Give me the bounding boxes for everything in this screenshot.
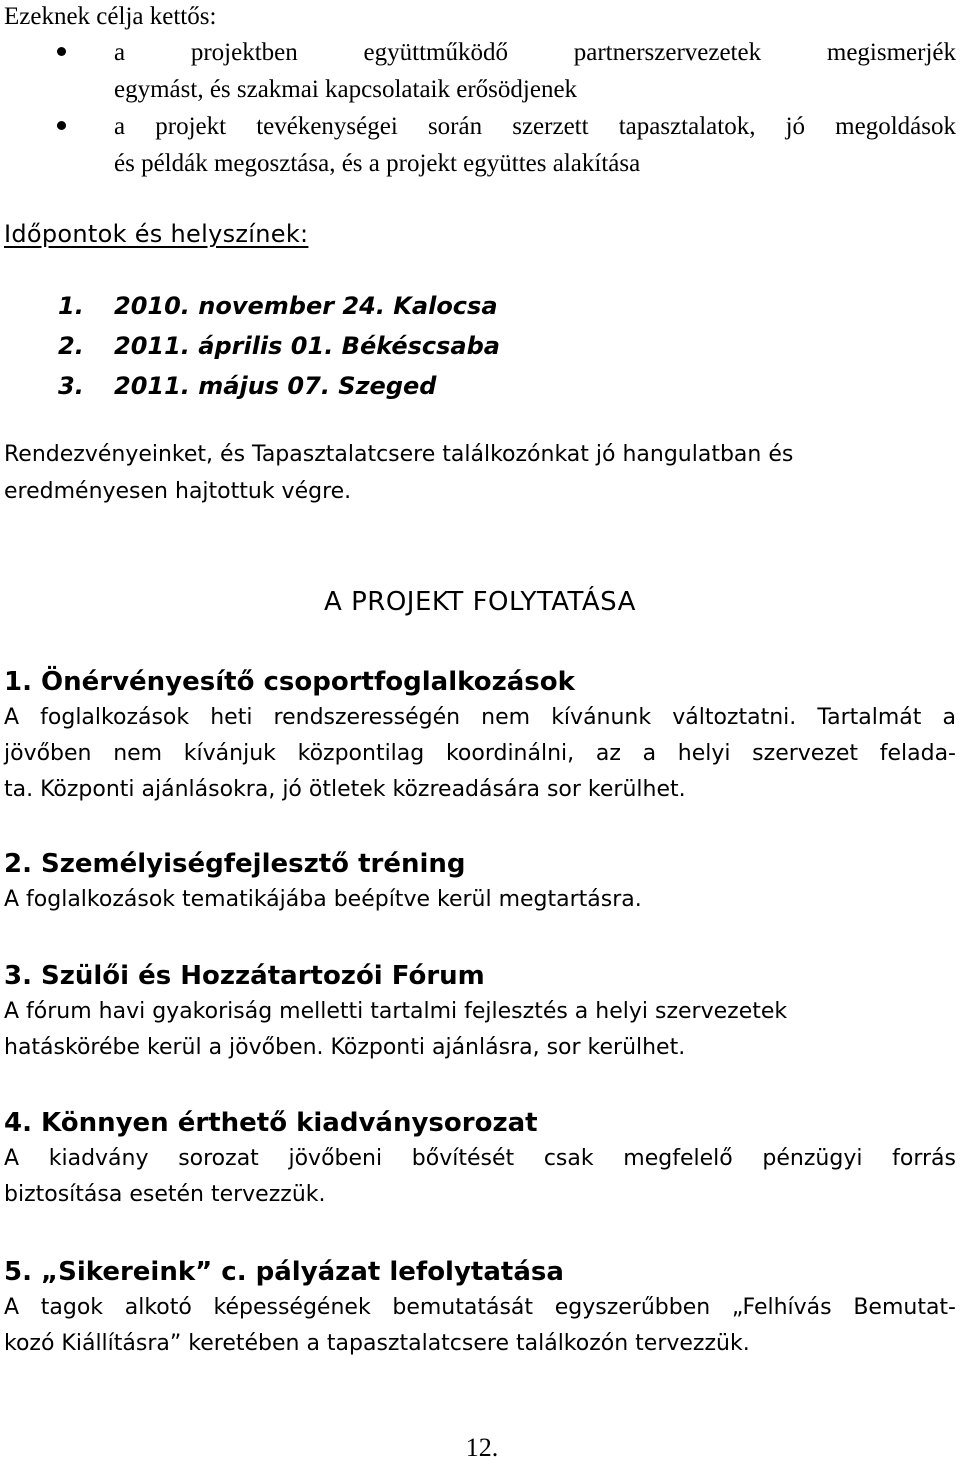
page-number: 12. <box>465 1433 499 1462</box>
project-item <box>4 1105 956 1213</box>
venue-item <box>58 366 500 406</box>
project-item <box>4 1254 956 1362</box>
item-line: biztosítása esetén tervezzük. <box>4 1182 326 1207</box>
intro-text: Ezeknek célja kettős: <box>4 3 217 30</box>
item-title: 3. Szülői és Hozzátartozói Fórum <box>4 961 485 991</box>
item-line: ta. Központi ajánlásokra, jó ötletek közreadására sor kerülhet. <box>4 777 686 802</box>
venue-item <box>58 326 500 366</box>
item-line: A foglalkozások heti rendszerességén nem kívánunk változtatni. Tartalmát a <box>4 705 956 730</box>
item-line: hatáskörébe kerül a jövőben. Központi ajánlásra, sor kerülhet. <box>4 1035 686 1060</box>
venue-text: 2010. november 24. Kalocsa <box>114 292 498 320</box>
project-item <box>4 664 956 808</box>
item-line: A tagok alkotó képességének bemutatását egyszerűbben „Felhívás Bemutat- <box>4 1295 956 1320</box>
project-item <box>4 846 956 918</box>
goal-line: egymást, és szakmai kapcsolataik erősödjenek <box>114 76 578 103</box>
goal-item <box>0 34 960 108</box>
venues-list <box>58 286 500 406</box>
venue-text: 2011. április 01. Békéscsaba <box>114 332 500 360</box>
item-title: 4. Könnyen érthető kiadványsorozat <box>4 1108 538 1138</box>
item-line: A kiadvány sorozat jövőbeni bővítését csak megfelelő pénzügyi forrás <box>4 1146 956 1171</box>
item-title: 5. „Sikereink” c. pályázat lefolytatása <box>4 1257 564 1287</box>
item-body <box>4 882 956 918</box>
venue-number: 1. <box>58 292 84 320</box>
goal-item <box>0 108 960 182</box>
item-line: jövőben nem kívánjuk központilag koordinálni, az a helyi szervezet felada- <box>4 741 956 766</box>
item-line: A foglalkozások tematikájába beépítve kerül megtartásra. <box>4 887 642 912</box>
venue-number: 2. <box>58 332 84 360</box>
venue-text: 2011. május 07. Szeged <box>114 372 437 400</box>
item-title: 2. Személyiségfejlesztő tréning <box>4 849 466 879</box>
venues-heading: Időpontok és helyszínek: <box>4 220 309 248</box>
bullet-icon <box>57 47 66 56</box>
item-line: A fórum havi gyakoriság melletti tartalmi fejlesztés a helyi szervezetek <box>4 999 788 1024</box>
section-title: A PROJEKT FOLYTATÁSA <box>324 587 636 617</box>
item-title: 1. Önérvényesítő csoportfoglalkozások <box>4 667 575 697</box>
item-body <box>4 994 956 1066</box>
item-body <box>4 1141 956 1213</box>
goals-list <box>0 34 960 182</box>
item-body <box>4 700 956 808</box>
goal-line: a projektben együttműködő partnerszervezetek megismerjék <box>114 39 956 66</box>
item-line: kozó Kiállításra” keretében a tapasztalatcsere találkozón tervezzük. <box>4 1331 750 1356</box>
goal-line: a projekt tevékenységei során szerzett tapasztalatok, jó megoldások <box>114 113 956 140</box>
bullet-icon <box>57 121 66 130</box>
venue-item <box>58 286 500 326</box>
project-item <box>4 958 956 1066</box>
item-body <box>4 1290 956 1362</box>
venue-number: 3. <box>58 372 84 400</box>
goal-line: és példák megosztása, és a projekt együttes alakítása <box>114 150 641 177</box>
summary-paragraph: Rendezvényeinket, és Tapasztalatcsere találkozónkat jó hangulatban és eredményesen hajtottuk végre. <box>4 442 794 504</box>
